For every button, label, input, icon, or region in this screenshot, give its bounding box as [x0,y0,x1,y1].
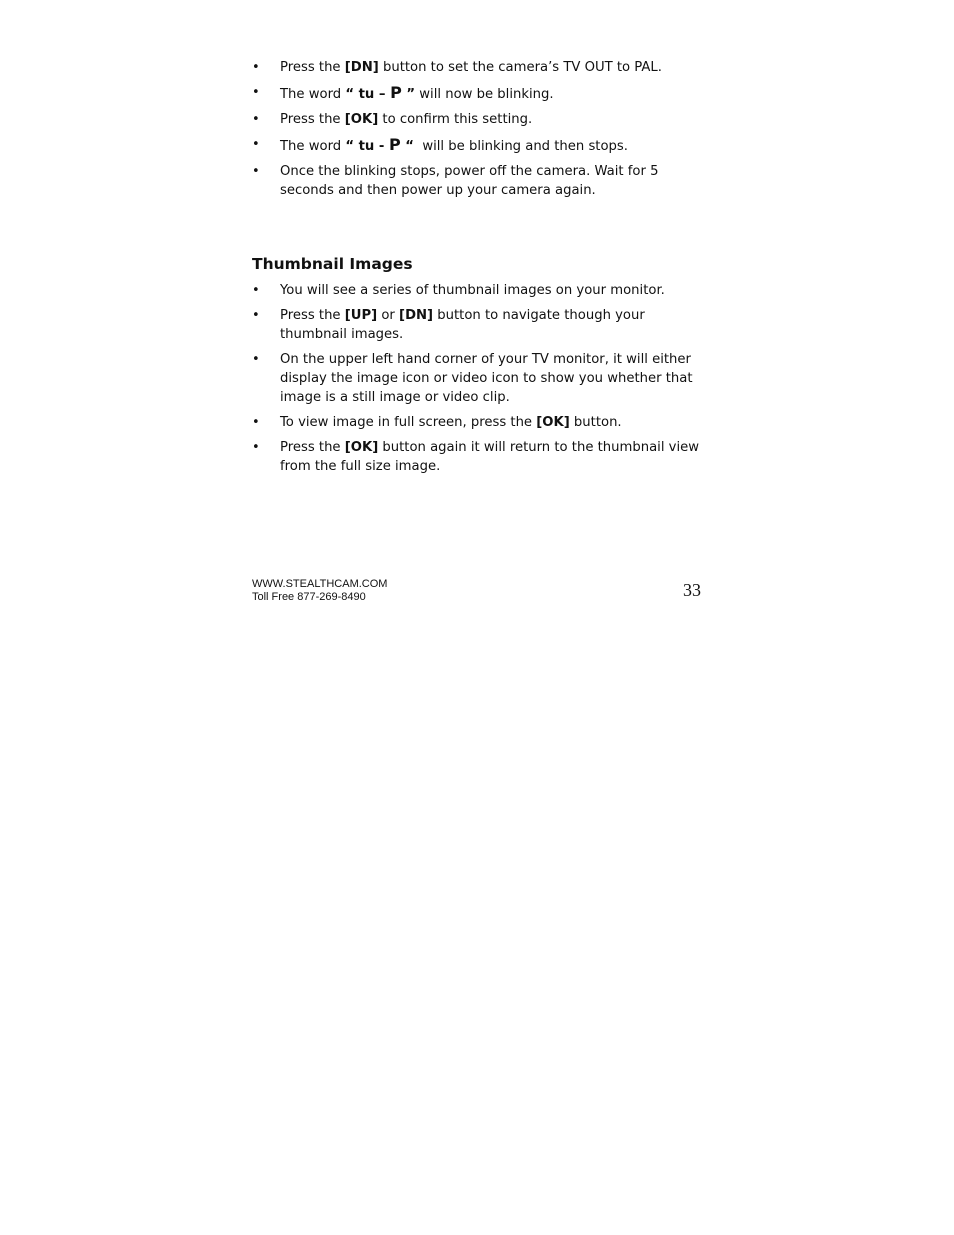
list-item [252,110,712,129]
thumbnail-instructions-list [252,281,712,482]
bullet-icon: • [252,308,260,323]
list-item [252,438,712,476]
bullet-icon: • [252,283,260,298]
item-bold-part: “ tu - [345,139,389,154]
bullet-icon: • [252,440,260,455]
list-item [252,162,712,200]
bullet-icon: • [252,60,260,75]
bullet-icon: • [252,85,260,100]
bullet-icon: • [252,164,260,179]
item-bold-text: [UP] [344,308,378,323]
item-bold-text [345,83,416,102]
item-text: Press the [280,60,345,75]
item-bold-text: [OK] [344,440,379,455]
footer-website: WWW.STEALTHCAM.COM [252,578,388,590]
item-text: On the upper left hand corner of your TV monitor, it will either display the image icon or video icon to show you whether that image is a still image or video clip. [280,352,693,405]
bullet-icon: • [252,415,260,430]
list-item [252,135,712,156]
item-bold-text: [DN] [344,60,379,75]
item-text: will now be blinking. [415,87,554,102]
tv-out-instructions-list [252,58,712,206]
item-text: Press the [280,440,345,455]
item-bold-text [345,135,414,154]
item-text: button again it will return to the thumbnail view from the full size image. [280,440,700,474]
item-bold-text: [DN] [399,308,434,323]
bullet-icon: • [252,352,260,367]
item-text: The word [280,87,346,102]
item-text: or [377,308,400,323]
item-text: button to navigate though your thumbnail images. [280,308,645,342]
item-text: to confirm this setting. [378,112,533,127]
item-text: Press the [280,308,345,323]
item-text: To view image in full screen, press the [280,415,537,430]
item-text: You will see a series of thumbnail images on your monitor. [280,283,665,298]
item-bold-part: “ [400,139,414,154]
item-bold-letter: P [388,135,401,154]
list-item [252,281,712,300]
item-bold-part: “ tu – [345,87,391,102]
item-text: button to set the camera’s TV OUT to PAL. [378,60,662,75]
item-bold-part: ” [401,87,416,102]
item-text: Press the [280,112,345,127]
page-number: 33 [683,580,701,600]
item-text: The word [280,139,346,154]
item-text: will be blinking and then stops. [413,139,628,154]
item-bold-text: [OK] [536,415,570,430]
item-bold-letter: P [390,83,402,102]
footer-phone: Toll Free 877-269-8490 [252,591,366,603]
item-text: button. [569,415,622,430]
footer-contact [252,578,387,604]
bullet-icon: • [252,112,260,127]
list-item [252,83,712,104]
list-item [252,350,712,407]
item-text: Once the blinking stops, power off the camera. Wait for 5 seconds and then power up your camera again. [280,164,659,198]
list-item [252,306,712,344]
list-item [252,58,712,77]
list-item [252,413,712,432]
bullet-icon: • [252,137,260,152]
section-heading: Thumbnail Images [252,255,413,273]
item-bold-text: [OK] [344,112,379,127]
